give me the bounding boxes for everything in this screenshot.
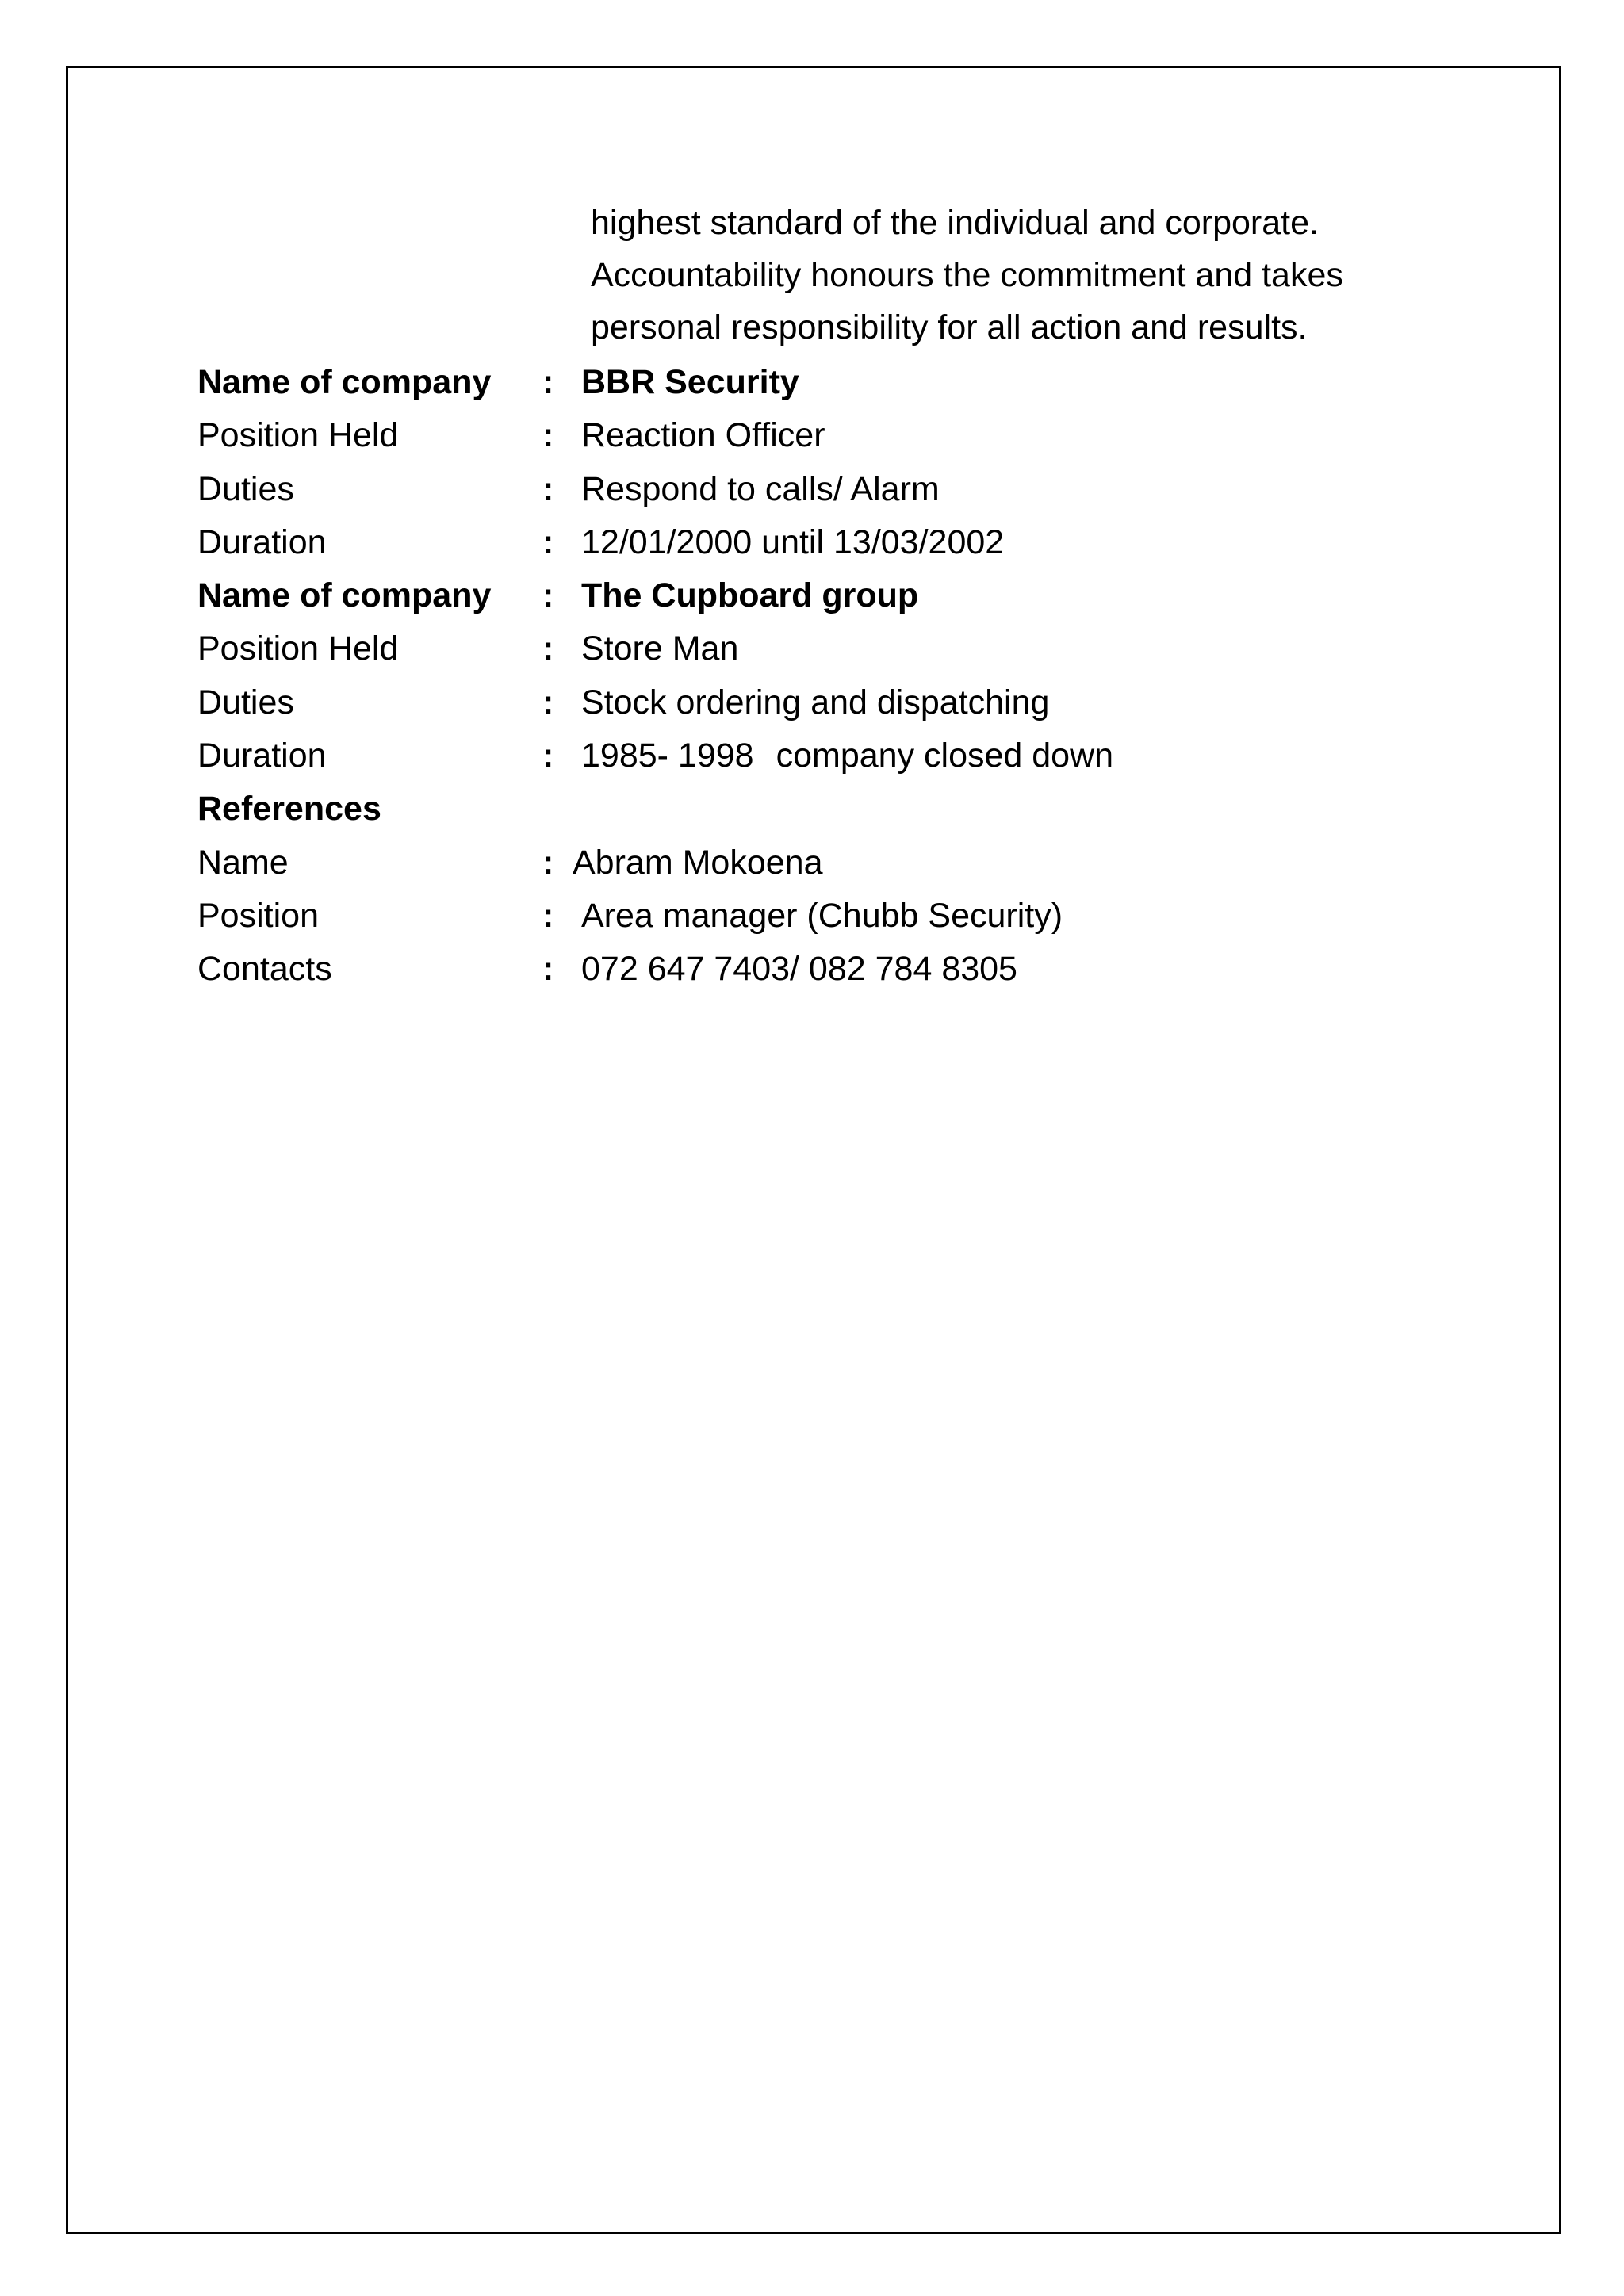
employment-2-company-row (197, 569, 1466, 622)
duration-label: Duration (197, 737, 327, 775)
separator: : (542, 576, 554, 615)
position-label: Position Held (197, 629, 399, 668)
duration-value (581, 729, 1113, 783)
company-label: Name of company (197, 363, 492, 401)
reference-name-label: Name (197, 843, 289, 882)
separator: : (542, 416, 554, 455)
separator: : (542, 522, 554, 561)
reference-position-label: Position (197, 896, 319, 935)
cv-details (197, 356, 1466, 997)
reference-position-value: Area manager (Chubb Security) (581, 896, 1063, 935)
separator: : (542, 683, 554, 721)
continuation-line: personal responsibility for all action and results. (591, 308, 1308, 346)
employment-2-duties-row (197, 676, 1466, 729)
reference-name-value: Abram Mokoena (573, 843, 823, 882)
reference-contacts-value: 072 647 7403/ 082 784 8305 (581, 950, 1017, 989)
separator: : (542, 843, 554, 882)
separator: : (542, 950, 554, 989)
continuation-line: highest standard of the individual and corporate. (591, 204, 1319, 242)
company-name: BBR Security (581, 363, 799, 401)
duration-years: 1985- 1998 (581, 737, 754, 775)
separator: : (542, 896, 554, 935)
duties-value: Respond to calls/ Alarm (581, 469, 940, 508)
references-heading-row (197, 783, 1466, 836)
duties-label: Duties (197, 469, 294, 508)
duties-label: Duties (197, 683, 294, 721)
employment-1-duration-row (197, 516, 1466, 569)
continuation-line: Accountability honours the commitment and takes (591, 256, 1343, 294)
separator: : (542, 363, 554, 401)
continuation-paragraph (591, 197, 1463, 354)
reference-position-row (197, 890, 1466, 943)
position-label: Position Held (197, 416, 399, 455)
separator: : (542, 469, 554, 508)
reference-contacts-row (197, 943, 1466, 996)
references-heading: References (197, 790, 381, 828)
employment-2-duration-row (197, 729, 1466, 783)
separator: : (542, 629, 554, 668)
employment-1-duties-row (197, 463, 1466, 516)
reference-contacts-label: Contacts (197, 950, 332, 989)
company-label: Name of company (197, 576, 492, 615)
position-value: Reaction Officer (581, 416, 825, 455)
duration-label: Duration (197, 522, 327, 561)
employment-1-company-row (197, 356, 1466, 409)
reference-name-row (197, 836, 1466, 890)
position-value: Store Man (581, 629, 739, 668)
duties-value: Stock ordering and dispatching (581, 683, 1050, 721)
company-name: The Cupboard group (581, 576, 919, 615)
employment-1-position-row (197, 409, 1466, 462)
duration-value: 12/01/2000 until 13/03/2002 (581, 522, 1005, 561)
separator: : (542, 737, 554, 775)
employment-2-position-row (197, 622, 1466, 675)
duration-note: company closed down (776, 737, 1114, 775)
